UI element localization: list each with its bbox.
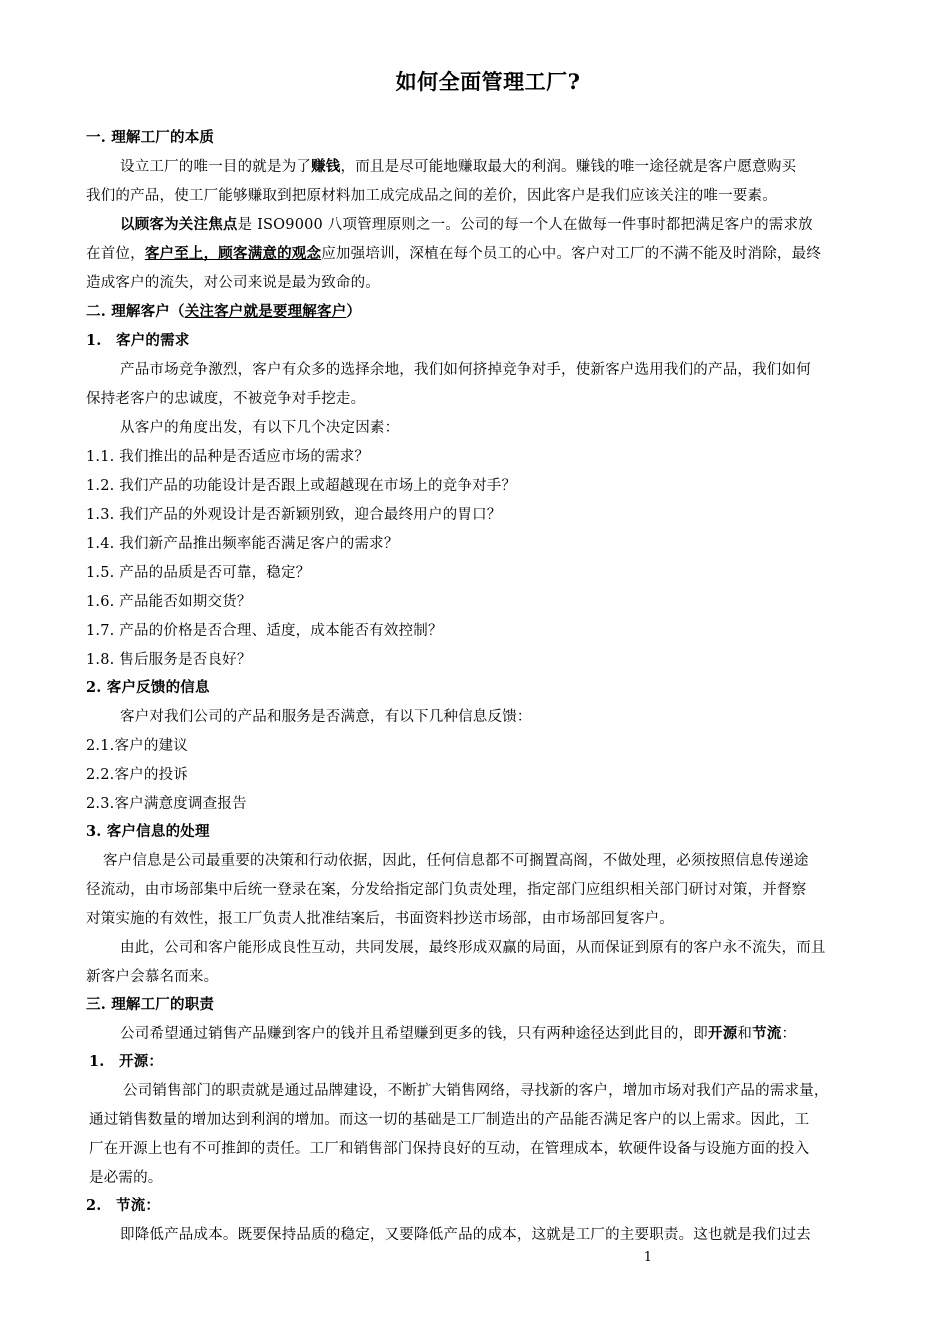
section-1-heading: 一. 理解工厂的本质 bbox=[86, 129, 215, 146]
text-run: 和 bbox=[737, 1026, 753, 1042]
list-item: 1.6. 产品能否如期交货？ bbox=[86, 594, 252, 610]
paragraph-line: 新客户会慕名而来。 bbox=[86, 969, 219, 985]
page-number: 1 bbox=[643, 1250, 652, 1265]
list-item: 1.7. 产品的价格是否合理、适度，成本能否有效控制？ bbox=[86, 623, 443, 639]
list-item: 2.3.客户满意度调查报告 bbox=[86, 796, 247, 812]
emphasis-text: 开源 bbox=[708, 1025, 738, 1042]
subsection-label: 开源： bbox=[119, 1053, 164, 1070]
text-run: 在首位， bbox=[86, 246, 145, 262]
subsection-heading bbox=[86, 1196, 160, 1216]
text-run: 是 ISO9000 八项管理原则之一。公司的每一个人在做每一件事时都把满足客户的需求放 bbox=[237, 217, 813, 233]
text-run: 二. 理解客户（ bbox=[86, 303, 185, 320]
list-item: 1.5. 产品的品质是否可靠，稳定？ bbox=[86, 565, 311, 581]
text-run: 应加强培训，深植在每个员工的心中。客户对工厂的不满不能及时消除，最终 bbox=[321, 246, 822, 262]
paragraph-line: 客户对我们公司的产品和服务是否满意，有以下几种信息反馈： bbox=[120, 709, 532, 725]
paragraph-line bbox=[120, 215, 813, 235]
emphasis-text: 赚钱 bbox=[311, 158, 341, 175]
subsection-heading bbox=[89, 1052, 163, 1072]
paragraph-line: 是必需的。 bbox=[89, 1170, 163, 1186]
paragraph-line bbox=[120, 157, 796, 177]
emphasis-text: 以顾客为关注焦点 bbox=[120, 216, 238, 233]
paragraph-line bbox=[86, 244, 821, 264]
paragraph-line: 我们的产品，使工厂能够赚取到把原材料加工成完成品之间的差价，因此客户是我们应该关注的唯一要素。 bbox=[86, 188, 777, 204]
subsection-heading bbox=[86, 331, 190, 351]
list-item: 1.3. 我们产品的外观设计是否新颖别致，迎合最终用户的胃口？ bbox=[86, 507, 502, 523]
emphasis-underlined-text: 客户至上，顾客满意的观念 bbox=[144, 245, 322, 262]
text-run: 设立工厂的唯一目的就是为了 bbox=[120, 159, 312, 175]
text-run: 公司希望通过销售产品赚到客户的钱并且希望赚到更多的钱，只有两种途径达到此目的，即 bbox=[120, 1026, 708, 1042]
paragraph-line: 径流动，由市场部集中后统一登录在案，分发给指定部门负责处理，指定部门应组织相关部门研讨对策，并督察 bbox=[86, 882, 807, 898]
paragraph-line: 保持老客户的忠诚度，不被竞争对手挖走。 bbox=[86, 391, 366, 407]
paragraph-line: 对策实施的有效性，报工厂负责人批准结案后，书面资料抄送市场部，由市场部回复客户。 bbox=[86, 911, 674, 927]
emphasis-text: 节流 bbox=[752, 1025, 782, 1042]
paragraph-line: 从客户的角度出发，有以下几个决定因素： bbox=[120, 420, 400, 436]
subsection-heading: 3. 客户信息的处理 bbox=[86, 823, 210, 840]
subsection-heading: 2. 客户反馈的信息 bbox=[86, 679, 210, 696]
underlined-text: 关注客户就是要理解客户 bbox=[184, 303, 347, 320]
paragraph-line bbox=[120, 1024, 796, 1044]
list-item: 2.1.客户的建议 bbox=[86, 738, 188, 754]
list-item: 1.2. 我们产品的功能设计是否跟上或超越现在市场上的竞争对手？ bbox=[86, 478, 517, 494]
list-number: 1. bbox=[86, 332, 102, 349]
list-item: 1.4. 我们新产品推出频率能否满足客户的需求？ bbox=[86, 536, 399, 552]
section-2-heading bbox=[86, 302, 361, 322]
list-item: 1.1. 我们推出的品种是否适应市场的需求？ bbox=[86, 449, 370, 465]
paragraph-line: 客户信息是公司最重要的决策和行动依据，因此，任何信息都不可搁置高阁，不做处理，必须按照信息传递途 bbox=[103, 853, 809, 869]
paragraph-line: 即降低产品成本。既要保持品质的稳定，又要降低产品的成本，这就是工厂的主要职责。这也就是我们过去 bbox=[120, 1227, 811, 1243]
paragraph-line: 通过销售数量的增加达到利润的增加。而这一切的基础是工厂制造出的产品能否满足客户的以上需求。因此，工 bbox=[89, 1112, 810, 1128]
document-title: 如何全面管理工厂? bbox=[395, 69, 581, 94]
list-item: 2.2.客户的投诉 bbox=[86, 767, 188, 783]
list-number: 2. bbox=[86, 1197, 102, 1214]
paragraph-line: 产品市场竞争激烈，客户有众多的选择余地，我们如何挤掉竞争对手，使新客户选用我们的产品，我们如何 bbox=[120, 362, 811, 378]
list-item: 1.8. 售后服务是否良好？ bbox=[86, 652, 252, 668]
text-run: ，而且是尽可能地赚取最大的利润。赚钱的唯一途径就是客户愿意购买 bbox=[340, 159, 797, 175]
paragraph-line: 厂在开源上也有不可推卸的责任。工厂和销售部门保持良好的互动，在管理成本，软硬件设备与设施方面的投入 bbox=[89, 1141, 810, 1157]
paragraph-line: 造成客户的流失，对公司来说是最为致命的。 bbox=[86, 275, 380, 291]
subsection-label: 节流： bbox=[116, 1197, 161, 1214]
list-number: 1. bbox=[89, 1053, 105, 1070]
subsection-label: 客户的需求 bbox=[116, 332, 190, 349]
section-3-heading: 三. 理解工厂的职责 bbox=[86, 996, 215, 1013]
paragraph-line: 由此，公司和客户能形成良性互动，共同发展，最终形成双赢的局面，从而保证到原有的客户永不流失，而且 bbox=[120, 940, 826, 956]
text-run: ） bbox=[346, 303, 362, 320]
text-run: ： bbox=[781, 1026, 797, 1042]
paragraph-line: 公司销售部门的职责就是通过品牌建设，不断扩大销售网络，寻找新的客户，增加市场对我们产品的需求量， bbox=[123, 1083, 829, 1099]
